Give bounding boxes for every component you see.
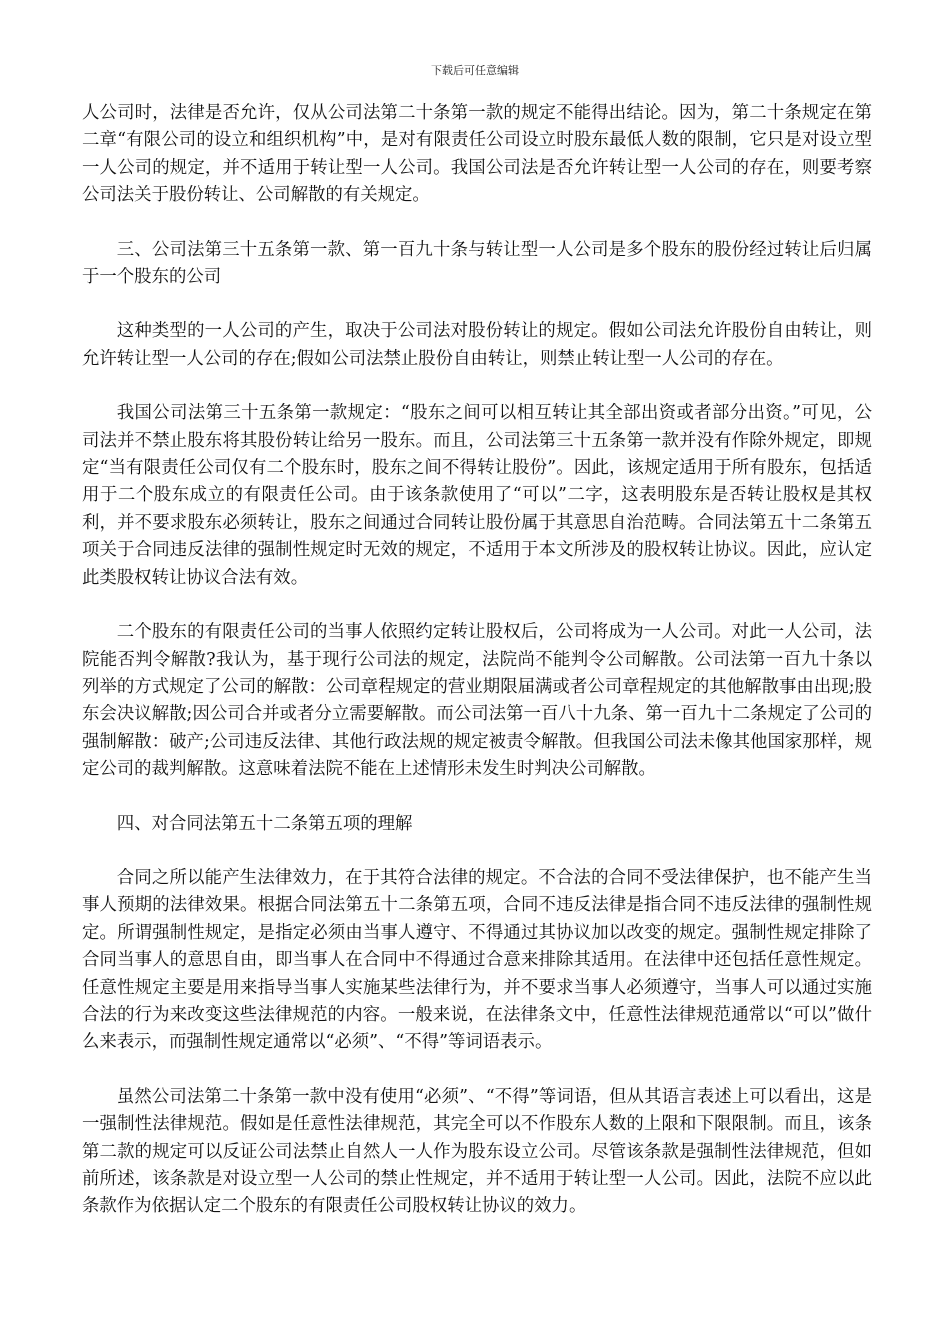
section-heading-4: 四、对合同法第五十二条第五项的理解 [116,813,413,834]
page-header: 下载后可任意编辑 [431,64,519,77]
paragraph: 虽然公司法第二十条第一款中没有使用“必须”、“不得”等词语，但从其语言表述上可以看出，这是一强制性法律规范。假如是任意性法律规范，其完全可以不作股东人数的上限和下限限制。而且，该条第二款的规定可以反证公司法禁止自然人一人作为股东设立公司。尽管该条款是强制性法律规范，但如前所述，该条款是对设立型一人公司的禁止性规定，并不适用于转让型一人公司。因此，法院不应以此条款作为依据认定二个股东的有限责任公司股权转让协议的效力。 [82,1086,872,1217]
document-body [82,100,872,1248]
paragraph: 这种类型的一人公司的产生，取决于公司法对股份转让的规定。假如公司法允许股份自由转让，则允许转让型一人公司的存在;假如公司法禁止股份自由转让，则禁止转让型一人公司的存在。 [82,321,872,369]
section-heading-3: 三、公司法第三十五条第一款、第一百九十条与转让型一人公司是多个股东的股份经过转让后归属于一个股东的公司 [82,239,872,288]
paragraph: 我国公司法第三十五条第一款规定：“股东之间可以相互转让其全部出资或者部分出资。”可见，公司法并不禁止股东将其股份转让给另一股东。而且，公司法第三十五条第一款并没有作除外规定，即规定“当有限责任公司仅有二个股东时，股东之间不得转让股份”。因此，该规定适用于所有股东，包括适用于二个股东成立的有限责任公司。由于该条款使用了“可以”二字，这表明股东是否转让股权是其权利，并不要求股东必须转让，股东之间通过合同转让股份属于其意思自治范畴。合同法第五十二条第五项关于合同违反法律的强制性规定时无效的规定，不适用于本文所涉及的股权转让协议。因此，应认定此类股权转让协议合法有效。 [82,403,872,588]
paragraph-continuation: 人公司时，法律是否允许，仅从公司法第二十条第一款的规定不能得出结论。因为，第二十条规定在第二章“有限公司的设立和组织机构”中，是对有限责任公司设立时股东最低人数的限制，它只是对设立型一人公司的规定，并不适用于转让型一人公司。我国公司法是否允许转让型一人公司的存在，则要考察公司法关于股份转让、公司解散的有关规定。 [82,103,872,206]
paragraph: 合同之所以能产生法律效力，在于其符合法律的规定。不合法的合同不受法律保护，也不能产生当事人预期的法律效果。根据合同法第五十二条第五项，合同不违反法律是指合同不违反法律的强制性规定。所谓强制性规定，是指定必须由当事人遵守、不得通过其协议加以改变的规定。强制性规定排除了合同当事人的意思自由，即当事人在合同中不得通过合意来排除其适用。在法律中还包括任意性规定。任意性规定主要是用来指导当事人实施某些法律行为，并不要求当事人必须遵守，当事人可以通过实施合法的行为来改变这些法律规范的内容。一般来说，在法律条文中，任意性法律规范通常以“可以”做什么来表示，而强制性规定通常以“必须”、“不得”等词语表示。 [82,867,872,1053]
paragraph: 二个股东的有限责任公司的当事人依照约定转让股权后，公司将成为一人公司。对此一人公司，法院能否判令解散?我认为，基于现行公司法的规定，法院尚不能判令公司解散。公司法第一百九十条以列举的方式规定了公司的解散：公司章程规定的营业期限届满或者公司章程规定的其他解散事由出现;股东会决议解散;因公司合并或者分立需要解散。而公司法第一百八十九条、第一百九十二条规定了公司的强制解散：破产;公司违反法律、其他行政法规的规定被责令解散。但我国公司法未像其他国家那样，规定公司的裁判解散。这意味着法院不能在上述情形未发生时判决公司解散。 [82,622,872,780]
